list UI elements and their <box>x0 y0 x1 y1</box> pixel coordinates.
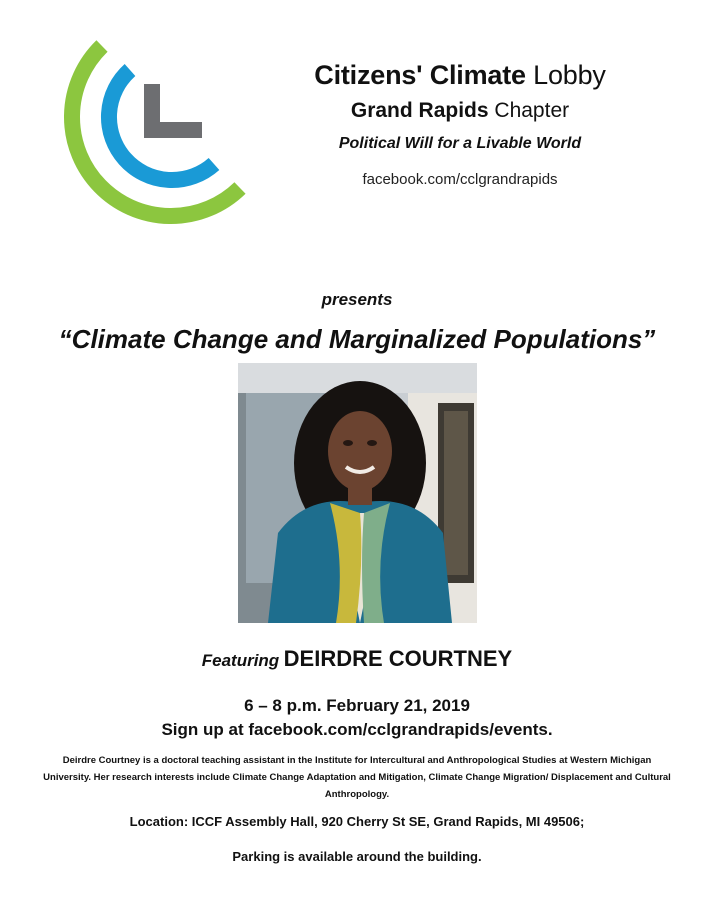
logo-gray-l-horizontal <box>144 122 202 138</box>
chapter-bold: Grand Rapids <box>350 99 489 122</box>
speaker-photo <box>238 363 477 623</box>
org-name-bold: Citizens' Climate <box>314 60 526 90</box>
speaker-bio: Deirdre Courtney is a doctoral teaching assistant in the Institute for Intercultural and Anthropological Studies at Western Michigan University. Her research interests include Climate Change Adaptation and Mitigation, Climate Change Migration/ Displacement and Cultural Anthropology. <box>43 755 671 800</box>
event-datetime: 6 – 8 p.m. February 21, 2019 <box>244 696 470 715</box>
featuring-prefix: Featuring <box>201 651 280 670</box>
chapter-light: Chapter <box>494 99 570 122</box>
ccl-logo <box>56 38 246 228</box>
event-title: “Climate Change and Marginalized Populations” <box>58 324 656 354</box>
event-details <box>0 694 714 742</box>
tagline: Political Will for a Livable World <box>338 135 582 152</box>
parking-note: Parking is available around the building. <box>232 849 482 864</box>
chapter-name <box>270 99 650 123</box>
event-signup: Sign up at facebook.com/cclgrandrapids/events. <box>161 720 553 739</box>
org-header <box>270 60 650 188</box>
org-name-light: Lobby <box>533 60 606 90</box>
event-location: Location: ICCF Assembly Hall, 920 Cherry St SE, Grand Rapids, MI 49506; <box>129 814 585 829</box>
facebook-link[interactable]: facebook.com/cclgrandrapids <box>362 171 558 188</box>
org-name <box>270 60 650 91</box>
speaker-name: DEIRDRE COURTNEY <box>283 646 513 671</box>
featuring-line <box>0 646 714 672</box>
presents-label: presents <box>321 290 393 309</box>
